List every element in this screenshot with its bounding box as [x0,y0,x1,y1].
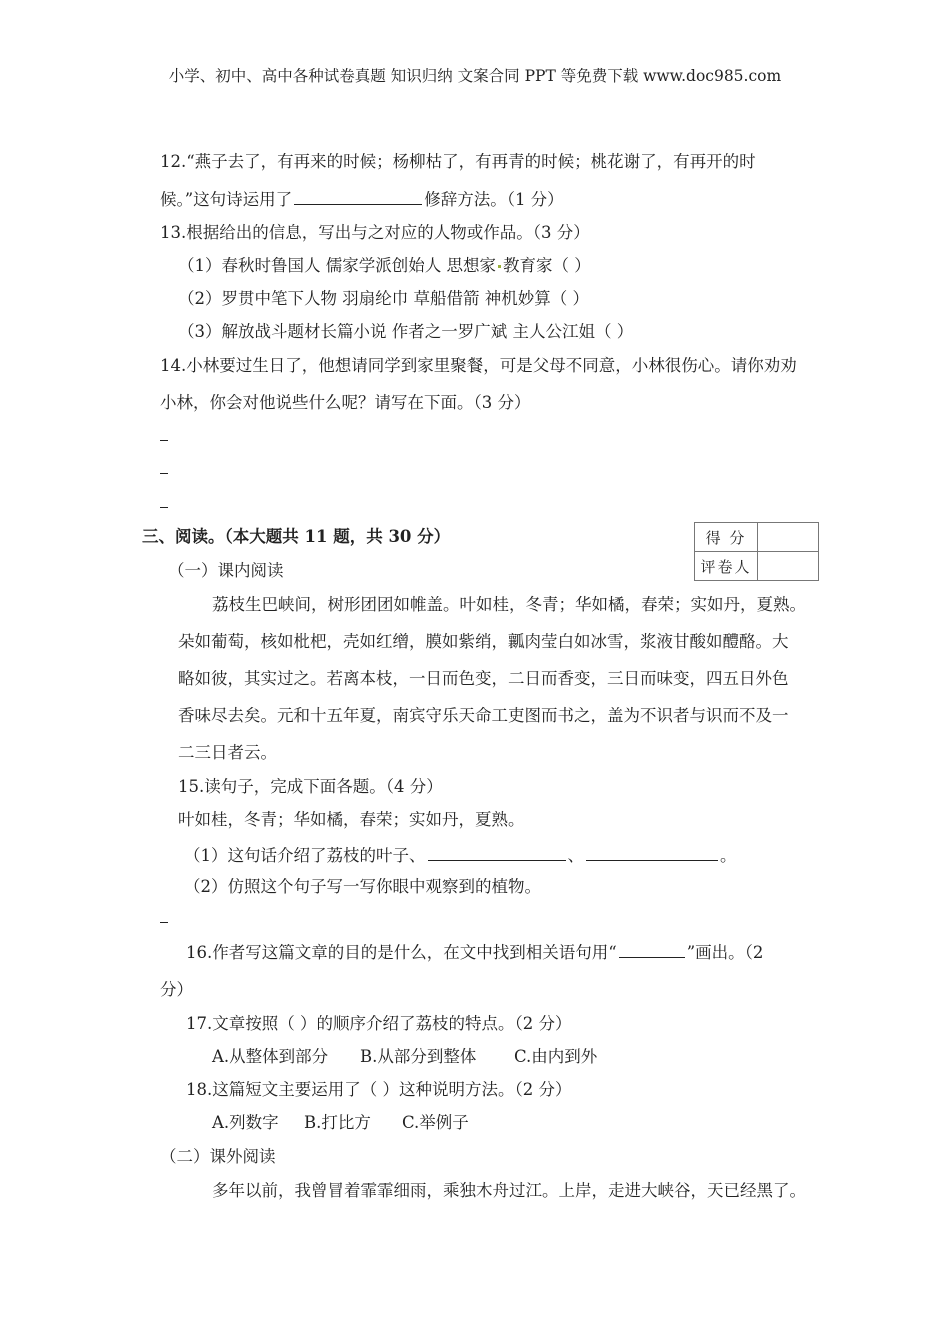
q16-line1 [186,939,763,963]
q15-item1-sep: 、 [567,846,584,865]
q15-title: 15.读句子，完成下面各题。（4 分） [178,777,443,796]
part1-title: （一）课内阅读 [168,561,284,580]
q12-line2-prefix: 候。”这句诗运用了 [160,190,293,209]
q15-blank-1[interactable] [428,844,566,861]
q14-line2: 小林，你会对他说些什么呢？请写在下面。（3 分） [160,393,531,412]
score-cell[interactable] [758,523,819,552]
q16-blank[interactable] [619,941,685,958]
page-header: 小学、初中、高中各种试卷真题 知识归纳 文案合同 PPT 等免费下载 www.doc985.com [168,67,782,85]
q15-blank-2[interactable] [586,844,718,861]
grader-label: 评卷人 [695,552,758,581]
passage-line: 朵如葡萄，核如枇杷，壳如红缯，膜如紫绡，瓤肉莹白如冰雪，浆液甘酸如醴酪。大 [178,632,789,651]
q13-item2: （2）罗贯中笔下人物 羽扇纶巾 草船借箭 神机妙算（ ） [178,289,589,308]
score-label: 得 分 [695,523,758,552]
q12-line2 [160,186,564,210]
q18-option-a[interactable]: A.列数字 [212,1113,279,1132]
q16-suffix: ”画出。（2 [686,943,764,962]
passage-line: 荔枝生巴峡间，树形团团如帷盖。叶如桂，冬青；华如橘，春荣；实如丹，夏熟。 [212,595,806,614]
q17-option-c[interactable]: C.由内到外 [514,1047,598,1066]
q18-option-c[interactable]: C.举例子 [402,1113,469,1132]
q13-item1-a: （1）春秋时鲁国人 儒家学派创始人 思想家 [178,256,496,275]
answer-line-mark [160,440,168,441]
score-table [694,522,819,581]
q13-item1-b: 教育家（ ） [503,256,591,275]
q17-option-a[interactable]: A.从整体到部分 [212,1047,329,1066]
section3-title: 三、阅读。（本大题共 11 题，共 30 分） [142,527,451,546]
passage-line: 二三日者云。 [178,743,277,762]
answer-line-mark [160,473,168,474]
q15-item1-end: 。 [720,846,737,865]
answer-line-mark [160,922,168,923]
answer-line-mark [160,507,168,508]
q13-item1 [178,252,591,276]
q12-line2-suffix: 修辞方法。（1 分） [424,190,564,209]
grader-cell[interactable] [758,552,819,581]
part2-line: 多年以前，我曾冒着霏霏细雨，乘独木舟过江。上岸，走进大峡谷，天已经黑了。 [212,1181,806,1200]
q13-title: 13.根据给出的信息，写出与之对应的人物或作品。（3 分） [160,223,590,242]
q15-item1-prefix: （1）这句话介绍了荔枝的叶子、 [184,846,426,865]
passage-line: 略如彼，其实过之。若离本枝，一日而色变，二日而香变，三日而味变，四五日外色 [178,669,789,688]
q13-item3: （3）解放战斗题材长篇小说 作者之一罗广斌 主人公江姐（ ） [178,322,634,341]
q16-prefix: 16.作者写这篇文章的目的是什么，在文中找到相关语句用“ [186,943,617,962]
q15-item1 [184,842,737,866]
q12-answer-blank[interactable] [294,188,422,205]
q12-line1: 12.“燕子去了，有再来的时候；杨柳枯了，有再青的时候；桃花谢了，有再开的时 [160,152,756,171]
q15-sentence: 叶如桂，冬青；华如橘，春荣；实如丹，夏熟。 [178,810,525,829]
passage-line: 香味尽去矣。元和十五年夏，南宾守乐天命工吏图而书之，盖为不识者与识而不及一 [178,706,789,725]
q17-title: 17.文章按照（ ）的顺序介绍了荔枝的特点。（2 分） [186,1014,572,1033]
dot-mark [498,265,501,268]
q15-item2: （2）仿照这个句子写一写你眼中观察到的植物。 [184,877,541,896]
q18-option-b[interactable]: B.打比方 [304,1113,371,1132]
q18-title: 18.这篇短文主要运用了（ ）这种说明方法。（2 分） [186,1080,572,1099]
q17-option-b[interactable]: B.从部分到整体 [360,1047,477,1066]
q16-line2: 分） [160,980,193,999]
part2-title: （二）课外阅读 [160,1147,276,1166]
q14-line1: 14.小林要过生日了，他想请同学到家里聚餐，可是父母不同意，小林很伤心。请你劝劝 [160,356,797,375]
